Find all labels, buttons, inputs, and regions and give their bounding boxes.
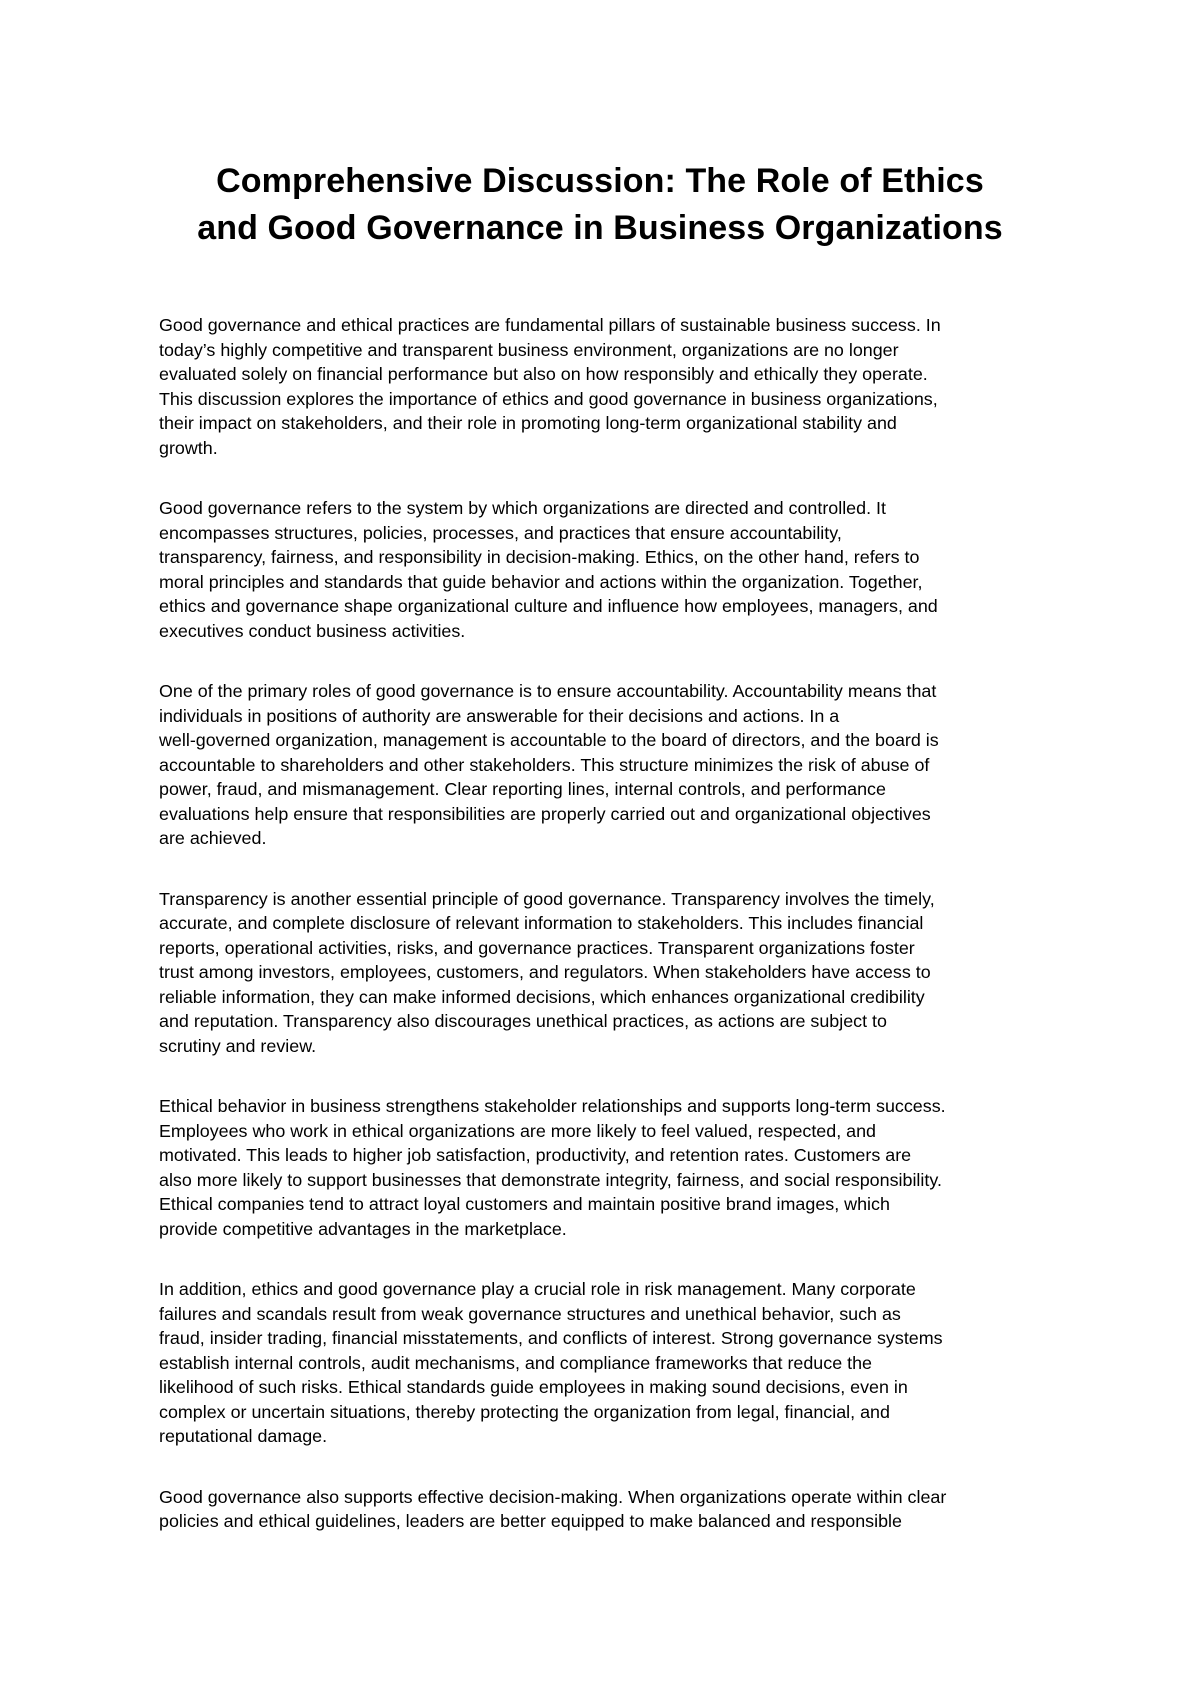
body-paragraph [159, 496, 1059, 643]
paragraph-line: Employees who work in ethical organizations are more likely to feel valued, respected, and [159, 1120, 876, 1141]
paragraph-line: evaluated solely on financial performance but also on how responsibly and ethically they operate. [159, 364, 928, 384]
document-body [159, 313, 1059, 1534]
paragraph-line: Good governance and ethical practices are fundamental pillars of sustainable business success. In [159, 315, 941, 335]
paragraph-line: also more likely to support businesses that demonstrate integrity, fairness, and social responsibility. [159, 1169, 942, 1190]
paragraph-line: reputational damage. [159, 1426, 328, 1446]
paragraph-line: This discussion explores the importance of ethics and good governance in business organizations, [159, 388, 938, 409]
body-paragraph [159, 1485, 1059, 1534]
paragraph-line: reliable information, they can make informed decisions, which enhances organizational credibility [159, 986, 925, 1007]
paragraph-line: individuals in positions of authority are answerable for their decisions and actions. In a [159, 705, 840, 726]
paragraph-line: power, fraud, and mismanagement. Clear reporting lines, internal controls, and performance [159, 779, 886, 799]
paragraph-line: their impact on stakeholders, and their role in promoting long-term organizational stability and [159, 413, 897, 433]
paragraph-line: well-governed organization, management is accountable to the board of directors, and the board is [159, 730, 939, 750]
paragraph-line: accurate, and complete disclosure of relevant information to stakeholders. This includes financial [159, 913, 924, 933]
paragraph-line: provide competitive advantages in the marketplace. [159, 1218, 567, 1239]
paragraph-line: Good governance refers to the system by which organizations are directed and controlled. It [159, 498, 886, 518]
paragraph-line: scrutiny and review. [159, 1035, 317, 1056]
paragraph-line: likelihood of such risks. Ethical standards guide employees in making sound decisions, even in [159, 1377, 908, 1397]
paragraph-line: In addition, ethics and good governance play a crucial role in risk management. Many corporate [159, 1279, 916, 1299]
paragraph-line: policies and ethical guidelines, leaders are better equipped to make balanced and responsible [159, 1511, 902, 1531]
body-paragraph [159, 313, 1059, 460]
paragraph-line: Transparency is another essential principle of good governance. Transparency involves the timely, [159, 888, 935, 909]
body-paragraph [159, 679, 1059, 851]
paragraph-line: executives conduct business activities. [159, 620, 466, 641]
paragraph-line: reports, operational activities, risks, and governance practices. Transparent organizations foster [159, 937, 915, 958]
paragraph-line: ethics and governance shape organizational culture and influence how employees, managers, and [159, 596, 938, 616]
paragraph-line: moral principles and standards that guide behavior and actions within the organization. Together, [159, 571, 923, 592]
paragraph-line: trust among investors, employees, customers, and regulators. When stakeholders have access to [159, 962, 931, 982]
paragraph-line: failures and scandals result from weak governance structures and unethical behavior, such as [159, 1303, 901, 1324]
paragraph-line: Ethical companies tend to attract loyal customers and maintain positive brand images, which [159, 1194, 890, 1214]
paragraph-line: transparency, fairness, and responsibility in decision-making. Ethics, on the other hand, refers to [159, 547, 920, 567]
paragraph-line: encompasses structures, policies, processes, and practices that ensure accountability, [159, 522, 842, 543]
paragraph-line: establish internal controls, audit mechanisms, and compliance frameworks that reduce the [159, 1352, 872, 1373]
paragraph-line: Ethical behavior in business strengthens stakeholder relationships and supports long-term success. [159, 1096, 946, 1116]
title-line-1: Comprehensive Discussion: The Role of Ethics [216, 162, 984, 200]
paragraph-line: motivated. This leads to higher job satisfaction, productivity, and retention rates. Customers are [159, 1145, 912, 1165]
paragraph-line: evaluations help ensure that responsibilities are properly carried out and organizational objectives [159, 803, 931, 824]
paragraph-line: today’s highly competitive and transparent business environment, organizations are no longer [159, 339, 899, 360]
title-line-2: and Good Governance in Business Organizations [197, 209, 1003, 247]
paragraph-line: are achieved. [159, 828, 267, 848]
paragraph-line: fraud, insider trading, financial misstatements, and conflicts of interest. Strong governance systems [159, 1328, 943, 1348]
body-paragraph [159, 887, 1059, 1059]
paragraph-line: complex or uncertain situations, thereby protecting the organization from legal, financial, and [159, 1401, 890, 1422]
paragraph-line: and reputation. Transparency also discourages unethical practices, as actions are subject to [159, 1011, 887, 1031]
paragraph-line: accountable to shareholders and other stakeholders. This structure minimizes the risk of abuse of [159, 754, 930, 775]
body-paragraph [159, 1277, 1059, 1449]
paragraph-line: growth. [159, 437, 218, 458]
body-paragraph [159, 1094, 1059, 1241]
paragraph-line: Good governance also supports effective decision-making. When organizations operate within clear [159, 1486, 947, 1507]
paragraph-line: One of the primary roles of good governance is to ensure accountability. Accountability means that [159, 681, 937, 701]
document-title [100, 158, 1100, 252]
